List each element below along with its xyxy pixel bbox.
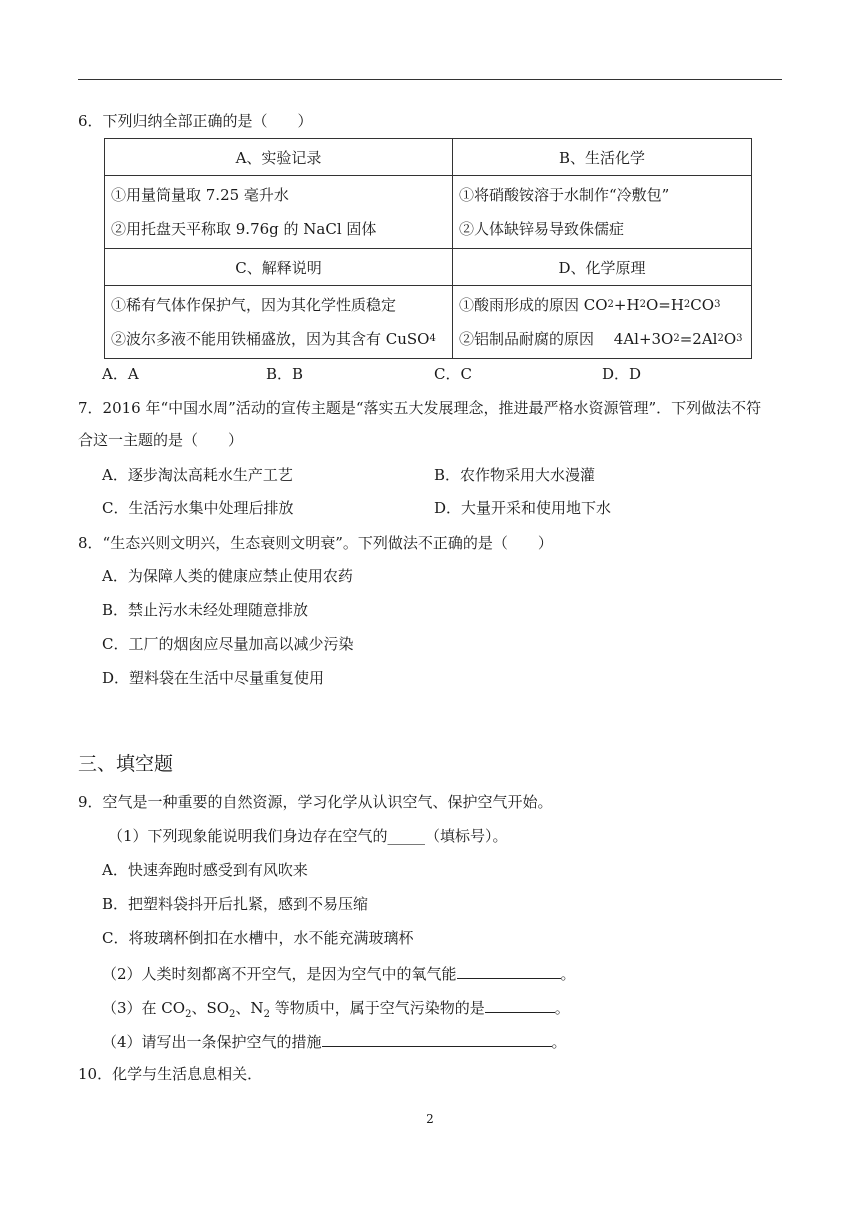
q6-a-line2: ②用托盘天平称取 9.76g 的 NaCl 固体 [111, 220, 377, 238]
q6-d-eq1-sub: 2 [683, 299, 691, 310]
q8-stem: 8．“生态兴则文明兴，生态衰则文明衰”。下列做法不正确的是（ ） [78, 534, 553, 552]
q6-option-d: D．D [602, 365, 642, 383]
q9-part3-sub: 2 [185, 1009, 192, 1020]
q9-part1-option-b: B．把塑料袋抖开后扎紧，感到不易压缩 [102, 895, 369, 913]
q8-option-a: A．为保障人类的健康应禁止使用农药 [102, 567, 353, 585]
q6-d-eq1-sub: 2 [639, 299, 646, 310]
q7-option-a: A．逐步淘汰高耗水生产工艺 [102, 466, 293, 484]
q9-part4-end: 。 [551, 1033, 567, 1051]
q9-stem: 9．空气是一种重要的自然资源，学习化学从认识空气、保护空气开始。 [78, 793, 553, 811]
q9-part1-option-c: C．将玻璃杯倒扣在水槽中，水不能充满玻璃杯 [102, 929, 414, 947]
q10-stem: 10．化学与生活息息相关． [78, 1065, 263, 1083]
q6-c-line2-sub: 4 [429, 333, 436, 344]
q9-part1: （1）下列现象能说明我们身边存在空气的_____（填标号）。 [108, 827, 508, 845]
q7-option-b: B．农作物采用大水漫灌 [434, 466, 596, 484]
q7-option-c: C．生活污水集中处理后排放 [102, 499, 294, 517]
q6-option-c: C．C [434, 365, 472, 383]
q6-cell-a-head: A、实验记录 [105, 139, 453, 176]
q9-part2-end: 。 [560, 965, 576, 983]
q6-cell-b-head: B、生活化学 [453, 139, 752, 176]
q6-d-eq2-sub: 2 [673, 333, 680, 344]
q7-option-d: D．大量开采和使用地下水 [434, 499, 612, 517]
q6-d-eq2-sub: 3 [736, 333, 743, 344]
q6-a-line1: ①用量筒量取 7.25 毫升水 [111, 186, 289, 204]
section-title: 三、填空题 [78, 753, 174, 775]
q6-cell-b-body [453, 176, 752, 249]
q6-d-line2 [459, 322, 745, 356]
q6-d-eq2-sub: 2 [717, 333, 724, 344]
q9-part4-text: （4）请写出一条保护空气的措施 [102, 1033, 322, 1051]
q9-part3-text: 、N [235, 999, 264, 1017]
q6-table [104, 138, 752, 359]
q9-part2-blank[interactable] [457, 962, 561, 979]
q6-d-eq1-part: ①酸雨形成的原因 CO [459, 296, 608, 314]
q6-d-eq1-sub: 2 [607, 299, 614, 310]
q6-d-eq2-part: O [723, 330, 737, 348]
header-rule [78, 79, 782, 80]
q6-stem: 6．下列归纳全部正确的是（ ） [78, 112, 313, 130]
q6-d-eq1-part: +H [613, 296, 640, 314]
q6-c-line1: ①稀有气体作保护气，因为其化学性质稳定 [111, 296, 397, 314]
q6-cell-d-body [453, 286, 752, 359]
q7-stem-line1: 7．2016 年“中国水周”活动的宣传主题是“落实五大发展理念，推进最严格水资源管理”．下列做法不符 [78, 399, 762, 417]
q6-cell-c-head: C、解释说明 [105, 249, 453, 286]
q6-b-line1: ①将硝酸铵溶于水制作“冷敷包” [459, 186, 670, 204]
q6-b-line2: ②人体缺锌易导致侏儒症 [459, 220, 625, 238]
q9-part3-text: 、SO [191, 999, 230, 1017]
q9-part3-sub: 2 [229, 1009, 236, 1020]
page-number: 2 [426, 1112, 434, 1126]
q6-cell-d-head: D、化学原理 [453, 249, 752, 286]
q9-part3-blank[interactable] [485, 996, 555, 1013]
q9-part3 [102, 996, 570, 1025]
q6-option-b: B．B [266, 365, 304, 383]
q9-part2 [102, 962, 576, 984]
q9-part4 [102, 1030, 567, 1052]
q8-option-b: B．禁止污水未经处理随意排放 [102, 601, 309, 619]
q7-stem-line2: 合这一主题的是（ ） [78, 431, 244, 449]
q9-part3-sub: 2 [263, 1009, 270, 1020]
q6-c-line2-text: ②波尔多液不能用铁桶盛放，因为其含有 CuSO [111, 330, 430, 348]
q6-d-eq2-part: =2Al [679, 330, 718, 348]
q6-cell-c-body [105, 286, 453, 359]
q6-d-line1 [459, 288, 745, 322]
q8-option-c: C．工厂的烟囱应尽量加高以减少污染 [102, 635, 354, 653]
q6-d-eq2-part: ②铝制品耐腐的原因 4Al+3O [459, 330, 674, 348]
q6-d-eq1-sub: 3 [714, 299, 721, 310]
q9-part3-end: 。 [554, 999, 570, 1017]
q9-part2-text: （2）人类时刻都离不开空气，是因为空气中的氧气能 [102, 965, 457, 983]
q9-part4-blank[interactable] [322, 1030, 552, 1047]
q6-d-eq1-part: CO [690, 296, 715, 314]
q6-option-a: A．A [102, 365, 139, 383]
q9-part3-text: （3）在 CO [102, 999, 186, 1017]
q8-option-d: D．塑料袋在生活中尽量重复使用 [102, 669, 325, 687]
q6-c-line2 [111, 322, 446, 356]
q9-part3-text: 等物质中，属于空气污染物的是 [269, 999, 485, 1017]
q9-part1-option-a: A．快速奔跑时感受到有风吹来 [102, 861, 308, 879]
q6-d-eq1-part: O=H [645, 296, 684, 314]
q6-cell-a-body [105, 176, 453, 249]
